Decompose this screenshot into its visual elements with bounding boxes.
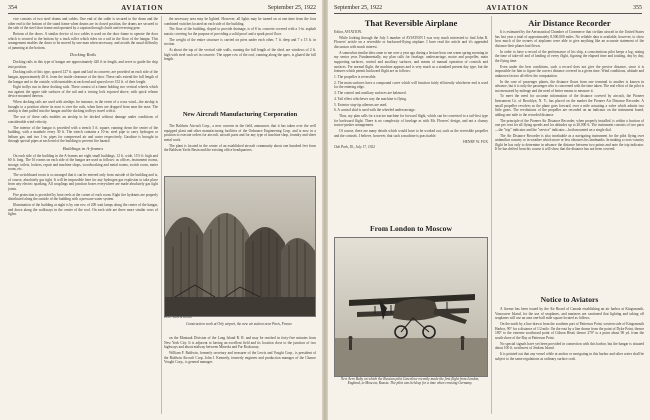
list-item-4: 4. Tail effect whichever way the machine is flying.	[334, 96, 407, 101]
left-col2-para1: the necessary area may be lighted. However, all lights may be turned on at one time from the four combined switches located on each side of the building.	[164, 17, 316, 26]
aero-baby-illustration	[335, 238, 487, 376]
notice-para1: A license has been issued by the Air Board of Canada establishing an air harbor at Kingsmouth, Vancouver Island, for the use of seaplanes, and mariners are cautioned that lighting and taking off seaplanes will use an area one-half mile square located as follows.	[495, 307, 644, 321]
orly-airport-illustration	[165, 177, 315, 316]
left-magazine-title: AVIATION	[121, 4, 164, 12]
list-item-3: 3. The control and auxiliary surfaces are balanced.	[334, 91, 407, 96]
list-item-5: 5. Exterior stop-tip ailerons are used.	[334, 102, 388, 107]
photo-credit: Photo: Keith & Herbert	[164, 315, 193, 319]
notice-to-aviators-body: A license has been issued by the Air Board of Canada establishing an air harbor at Kingsmouth, Vancouver Island, for the use of seaplanes, and mariners are cautioned that lighting and taking off seaplanes will use an area one-half mile square located as follows. On the north by a line drawn from the southern part of Patterson Point, western side of Kingsmouth Harbor, 90° for a distance of 1/2 mile. On the east by a line drawn from the point of Dyke Point, thence 180° to the extreme southward point of Gibson Head, thence 270° to a point about 90 yd. from the south shore of the Bay at Patterson Point. No special signals have yet been provided in connection with this harbor, but the hangar is situated about 100 ft. northwest of Jenkins Island. It is pointed out that any vessel while at anchor or navigating in this harbor and other water shall be subject to the same regulations as ordinary surface craft.	[495, 307, 644, 361]
right-page	[328, 0, 650, 420]
letter-signature: HENRY W. FOX	[463, 139, 488, 144]
left-page-date: September 25, 1922	[267, 5, 316, 11]
letter-location: Oak Park, Ill., July 17, 1922	[334, 145, 376, 150]
air-distance-para1: It is estimated by the Aeronautical Chamber of Commerce that civilian aircraft in the United States has last year a total of approximately 8,500,000 miles. No reliable data is available, however, to show how much of the owners of airplanes were able to give anything like an accurate statement of the distance their planes had flown.	[495, 30, 644, 48]
docking-rails-heading: Docking Rails	[69, 52, 97, 58]
notice-to-aviators-title: Notice to Aviators	[540, 295, 599, 304]
orly-airport-photo	[164, 176, 316, 317]
orly-photo-caption: Construction work at Orly airport, the new air station near Paris, France	[185, 322, 293, 326]
left-column-divider	[161, 16, 162, 414]
right-page-number: 355	[632, 5, 642, 11]
right-header-rule	[334, 13, 642, 14]
reversible-airplane-body: Editor, AVIATION. While looking through the July 3 number of AVIATION I was very much interested to find John R. Flowers' article on a reversible or backward-flying airplane. I have read the article and it's appended discussion with much interest. A somewhat similar idea came to me over a year ago during a lecture hour one warm spring morning in my senior year. Fundamentally, my plan calls for fuselage, undercarriage, motor and propeller, main supporting surfaces, control and auxiliary surfaces, and means of manual operation of controls and surfaces. For normal flight, the machine appears and is very much as a standard present day type, but the features which permit backward flight are as follows: 1. The propeller is reversible. 2. The main surfaces have a compound curve which will function fairly efficiently whichever end is used for the entering edge. 3. The control and auxiliary surfaces are balanced. 4. Tail effect whichever way the machine is flying. 5. Exterior stop-tip ailerons are used. 6. A control skid is used with the wheeled undercarriage. Thus, my plan calls for a tractor machine for forward flight, which can be converted to a tail-first type for backward flight. There is no complexity of fuselage as with Mr. Flowers' design, and not a clumsy tractor-pusher arrangement. Of course, there are many details which would have to be worked out, such as the reversible propeller and the controls. I believe, however, that such a machine is practicable. HENRY W. FOX Oak Park, Ill., July 17, 1922	[334, 30, 488, 150]
new-aircraft-article-title: New Aircraft Manufacturing Corporation	[182, 111, 298, 118]
right-column-divider	[491, 16, 492, 414]
reversible-airplane-title: That Reversible Airplane	[364, 18, 458, 28]
aero-baby-caption: New Aero Baby on which the Russian pilot Gawrilow recently made the first flight from London, England, to Moscow, Russia. The pilot was held up for a time when crossing Germany.	[340, 377, 480, 386]
air-distance-recorder-title: Air Distance Recorder	[528, 18, 611, 28]
letter-salutation: Editor, AVIATION.	[334, 30, 363, 34]
right-page-header	[334, 3, 642, 13]
london-moscow-title: From London to Moscow	[370, 224, 452, 233]
left-col1-para2: Docking rails in this type of hangar are approximately 420 ft in length, and serve to guide the ship into position.	[8, 59, 158, 69]
aero-baby-photo	[334, 237, 488, 377]
left-column-2-bottom: on the Montauk Division of the Long Island R. R. and may be reached in forty-five minutes from New York City. It is adjacent to having an excellent field and its location close to the junction of two highways and about midway between Mineola and Far Rockaway. William F. Baldwin, formerly secretary and treasurer of the Lewis and Vought Corp., is president of the Baldwin Aircraft Corp. John J. Kennedy, formerly engineer and production manager of the Chance Vought Corp., is general manager.	[164, 336, 316, 365]
list-item-2: 2. The main surfaces have a compound curve which will function fairly efficiently whichever end is used for the entering edge.	[334, 80, 488, 90]
list-item-6: 6. A control skid is used with the wheeled undercarriage.	[334, 108, 416, 113]
left-column-1: vice consists of two steel drums and cables. One end of the cable is secured to the drum and the other end to the bottom of the stand frame when drums are in closed position, the drums are secured to the side of the steel door frame and operated by a capstan through clutch and reversing gear. Bottom of the doors. A similar device of two cables is used on the door frame to operate the door which is secured to the bottom by a track roller which rides on a rail in the floor of the hangar. This arrangement enables the doors to be moved by one man when necessary, and avoids the usual difficulty of jamming at the bottom. Docking Rails Docking rails in this type of hangar are approximately 420 ft in length, and serve to guide the ship into position. Docking rails of this type, spaced 127 ft. apart and laid in concrete, are provided on each side of the hangar, approximately 40 ft. from the inside clearance of the door. These rails extend the full length of the hangar and to the outside, with turntables at each end and spaced over 152 ft. of their length. Eight trollys run in these docking rails. These consist of a frame holding two vertical wheels which run against the upper side surfaces of the rail and a towing lock exposed above, with quick release device mounted thereon. When docking rails are used with airships for instance, in the event of a cross wind—the airship is brought to a position where its nose is over the rails, when lines are dropped from near the nose. The airship is then pulled into the hangar and the docking trolleys travel with it. The use of these rails enables an airship to be docked without damage under conditions of considerable wind velocity. The interior of the hangar is provided with a trench 3 ft. square, running down the center of the building, with a manhole every 30 ft. The trench contains a 10-in. steel pipe to carry hydrogen or helium gas; and two 1-in. pipes for compressed air and water respectively. Gasoline is brought in through special pipes at each end of the building to prevent fire hazard. Buildings in A-frames On each side of the building in the A-frames are eight small buildings, 12 ft. wide, 15½ ft. high and 60 ft. long. The 16 rooms on each side of the hangar are used as follows: as offices, instrument rooms, storage, toilets, lockers, repair and machine shops, woodworking and metal rooms, switch room, meter room, etc. The switchboard room is so arranged that it can be entered only from outside of the building and is, of course, absolutely gas tight. It will be impossible here for any hydrogen gas explosion to take place from any electric sparking. All couplings and junction boxes everywhere are made absolutely gas tight joints. Fire protection is provided by hose reels at the corner of each room. Eight fire hydrants are properly distributed along the outside of the building with a pressure water system. Illumination of the building at night is by one row of 200 watt lamps along the center of the hangar, and down along the walkways in the center of the roof. On each side are three more similar rows of lights.	[8, 17, 158, 217]
left-page-header	[8, 3, 316, 13]
air-distance-para2: In order to have a record of the performance of his ship, a conscientious pilot keeps a log, noting the time of take-off and of landing of every flight, figuring the elapsed time and totaling, day by day, the flying time.	[495, 49, 644, 63]
new-aircraft-article-body: The Baldwin Aircraft Corp., a new concern in the field, announces that it has taken over the well equipped plant and other manufacturing facilities of the Ordnance Engineering Corp. and is now in a position to execute orders for aircraft, aircraft parts and for any type of machine shop, foundry and sheet metal work. The plant is located in the center of an established aircraft community about one hundred feet from the Baldwin Yacht Basin and the existing office headquarters.	[164, 124, 316, 153]
right-magazine-title: AVIATION	[486, 4, 529, 12]
left-page-number: 354	[8, 5, 17, 11]
left-column-2: the necessary area may be lighted. However, all lights may be turned on at one time from the four combined switches located on each side of the building. The floor of the building, sloped to provide drainage, is of 8 in. concrete covered with a 1-in. asphalt mastic covering for the purpose of providing a solid proof and a spark proof floor. The weight of the entire structure is carried on piers under each other, 7 ft. deep and 7 x 15 ft. in section. At about the top of the vertical side walls, running the full length of the shed, are windows of 2 ft. high with steel sash set in concrete. The upper row of the roof, running along the apex, is glazed the full length.	[164, 17, 316, 62]
left-header-rule	[8, 13, 316, 14]
right-page-date: September 25, 1922	[334, 5, 383, 11]
air-distance-recorder-body: It is estimated by the Aeronautical Chamber of Commerce that civilian aircraft in the United States has last year a total of approximately 8,500,000 miles. No reliable data is available, however, to show how much of the owners of airplanes were able to give anything like an accurate statement of the distance their planes had flown. In order to have a record of the performance of his ship, a conscientious pilot keeps a log, noting the time of take-off and of landing of every flight, figuring the elapsed time and totaling, day by day, the flying time. Even under the best conditions, such a record does not give the precise distance, since it is impossible for him to figure the correct distance covered in a given time. Wind conditions, altitude and unknown factors all effect the computation. In the case of passenger planes, the distance flown from one terminal to another is known in advance, but it is only the passenger who is concerned with the time taken. The real effort of the pilot is not measured by mileage and the need of better means to measure it. To meet the need for accurate information of the distance covered by aircraft, the Pioneer Instrument Co. of Brooklyn, N. Y., has placed on the market the Pioneer Air Distance Recorder. A small propeller revolves as the plane goes forward, over a mile actuating a valve which admits two little gears. The revolutions of the propeller are recorded on an indicator on the instrument board, adding one mile to the recorded distance. The principle of the Pioneer Air Distance Recorder, when properly installed, is within a fraction of one per cent for all flying speeds and for altitudes up to 20,000 ft. The instrument consists of two parts—the "trip" indicator and the "service" indicator—both mounted on a single dial. The Air Distance Recorder is also invaluable as a navigating instrument for the pilot flying over unfamiliar country or in weather which more or less obscures his landmarks. In making a cross-country flight he has only to determine in advance the distance between two points and note the trip indicator. If he has drifted from his course it will show that the distance has not been covered.	[495, 30, 644, 152]
reversible-airplane-intro: While looking through the July 3 number of AVIATION I was very much interested to find John R. Flowers' article on a reversible or backward-flying airplane. I have read the article and it's appended discussion with much interest.	[334, 35, 488, 49]
buildings-heading: Buildings in A-frames	[62, 145, 104, 151]
left-col1-para1: vice consists of two steel drums and cables. One end of the cable is secured to the drum and the other end to the bottom of the stand frame when drums are in closed position, the drums are secured to the side of the steel door frame and operated by a capstan through clutch and reversing gear.	[8, 17, 158, 31]
list-item-1: 1. The propeller is reversible.	[334, 74, 377, 79]
left-col2-para2: The Baldwin Aircraft Corp., a new concern in the field, announces that it has taken over the well equipped plant and other manufacturing facilities of the Ordnance Engineering Corp. and is now in a position to execute orders for aircraft, aircraft parts and for any type of machine shop, foundry and sheet metal work.	[164, 124, 316, 142]
left-page	[0, 0, 322, 420]
